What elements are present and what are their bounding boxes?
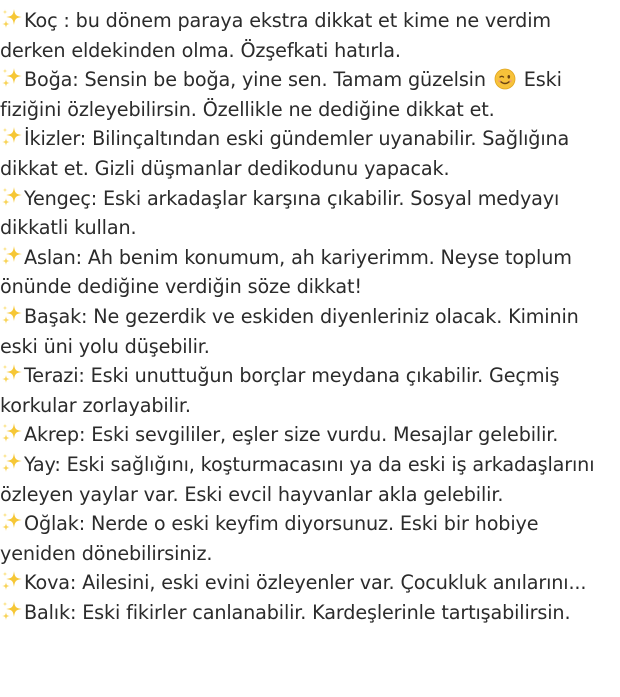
entry-akrep	[0, 420, 612, 450]
entry-kova	[0, 568, 612, 598]
entry-balik	[0, 598, 612, 628]
sparkles-icon	[0, 451, 24, 475]
entry-koc	[0, 6, 612, 65]
sparkles-icon	[0, 421, 24, 445]
entry-text: Akrep: Eski sevgililer, eşler size vurdu. Mesajlar gelebilir.	[24, 423, 559, 447]
sparkles-icon	[0, 7, 24, 31]
entry-text: Koç : bu dönem paraya ekstra dikkat et kime ne verdim derken eldekinden olma. Özşefkati hatırla.	[0, 9, 551, 62]
entry-oglak	[0, 509, 612, 568]
entry-terazi	[0, 361, 612, 420]
entry-text: Oğlak: Nerde o eski keyfim diyorsunuz. Eski bir hobiye yeniden dönebilirsiniz.	[0, 512, 539, 565]
entry-aslan	[0, 243, 612, 302]
entry-text: Boğa: Sensin be boğa, yine sen. Tamam güzelsin	[24, 68, 486, 92]
sparkles-icon	[0, 569, 24, 593]
entry-text: Balık: Eski fikirler canlanabilir. Kardeşlerinle tartışabilirsin.	[24, 600, 571, 624]
entry-text: Aslan: Ah benim konumum, ah kariyerimm. Neyse toplum önünde dediğine verdiğin söze dikkat!	[0, 245, 572, 299]
sparkles-icon	[0, 244, 24, 268]
entry-text: Terazi: Eski unuttuğun borçlar meydana çıkabilir. Geçmiş korkular zorlayabilir.	[0, 364, 560, 417]
entry-ikizler	[0, 124, 612, 183]
entry-yengec	[0, 184, 612, 243]
entry-text: Başak: Ne gezerdik ve eskiden diyenleriniz olacak. Kiminin eski üni yolu düşebilir.	[0, 304, 579, 358]
entry-boga	[0, 65, 612, 124]
entry-text: Yay: Eski sağlığını, koşturmacasını ya da eski iş arkadaşlarını özleyen yaylar var. Eski evcil hayvanlar akla gelebilir.	[0, 452, 595, 506]
entry-text: İkizler: Bilinçaltından eski gündemler uyanabilir. Sağlığına dikkat et. Gizli düşmanlar dedikodunu yapacak.	[0, 127, 570, 180]
entry-basak	[0, 302, 612, 361]
sparkles-icon	[0, 362, 24, 386]
sparkles-icon	[0, 125, 24, 149]
sparkles-icon	[0, 303, 24, 327]
sparkles-icon	[0, 599, 24, 623]
entry-text: Yengeç: Eski arkadaşlar karşına çıkabilir. Sosyal medyayı dikkatli kullan.	[0, 186, 560, 240]
sparkles-icon	[0, 185, 24, 209]
entry-text-continued: Eski fiziğini özleyebilirsin. Özellikle ne dediğine dikkat et.	[0, 68, 562, 121]
entry-text: Kova: Ailesini, eski evini özleyenler var. Çocukluk anılarını...	[24, 571, 587, 595]
entry-yay	[0, 450, 612, 509]
sparkles-icon	[0, 510, 24, 534]
winking-face-icon	[494, 68, 516, 90]
sparkles-icon	[0, 66, 24, 90]
